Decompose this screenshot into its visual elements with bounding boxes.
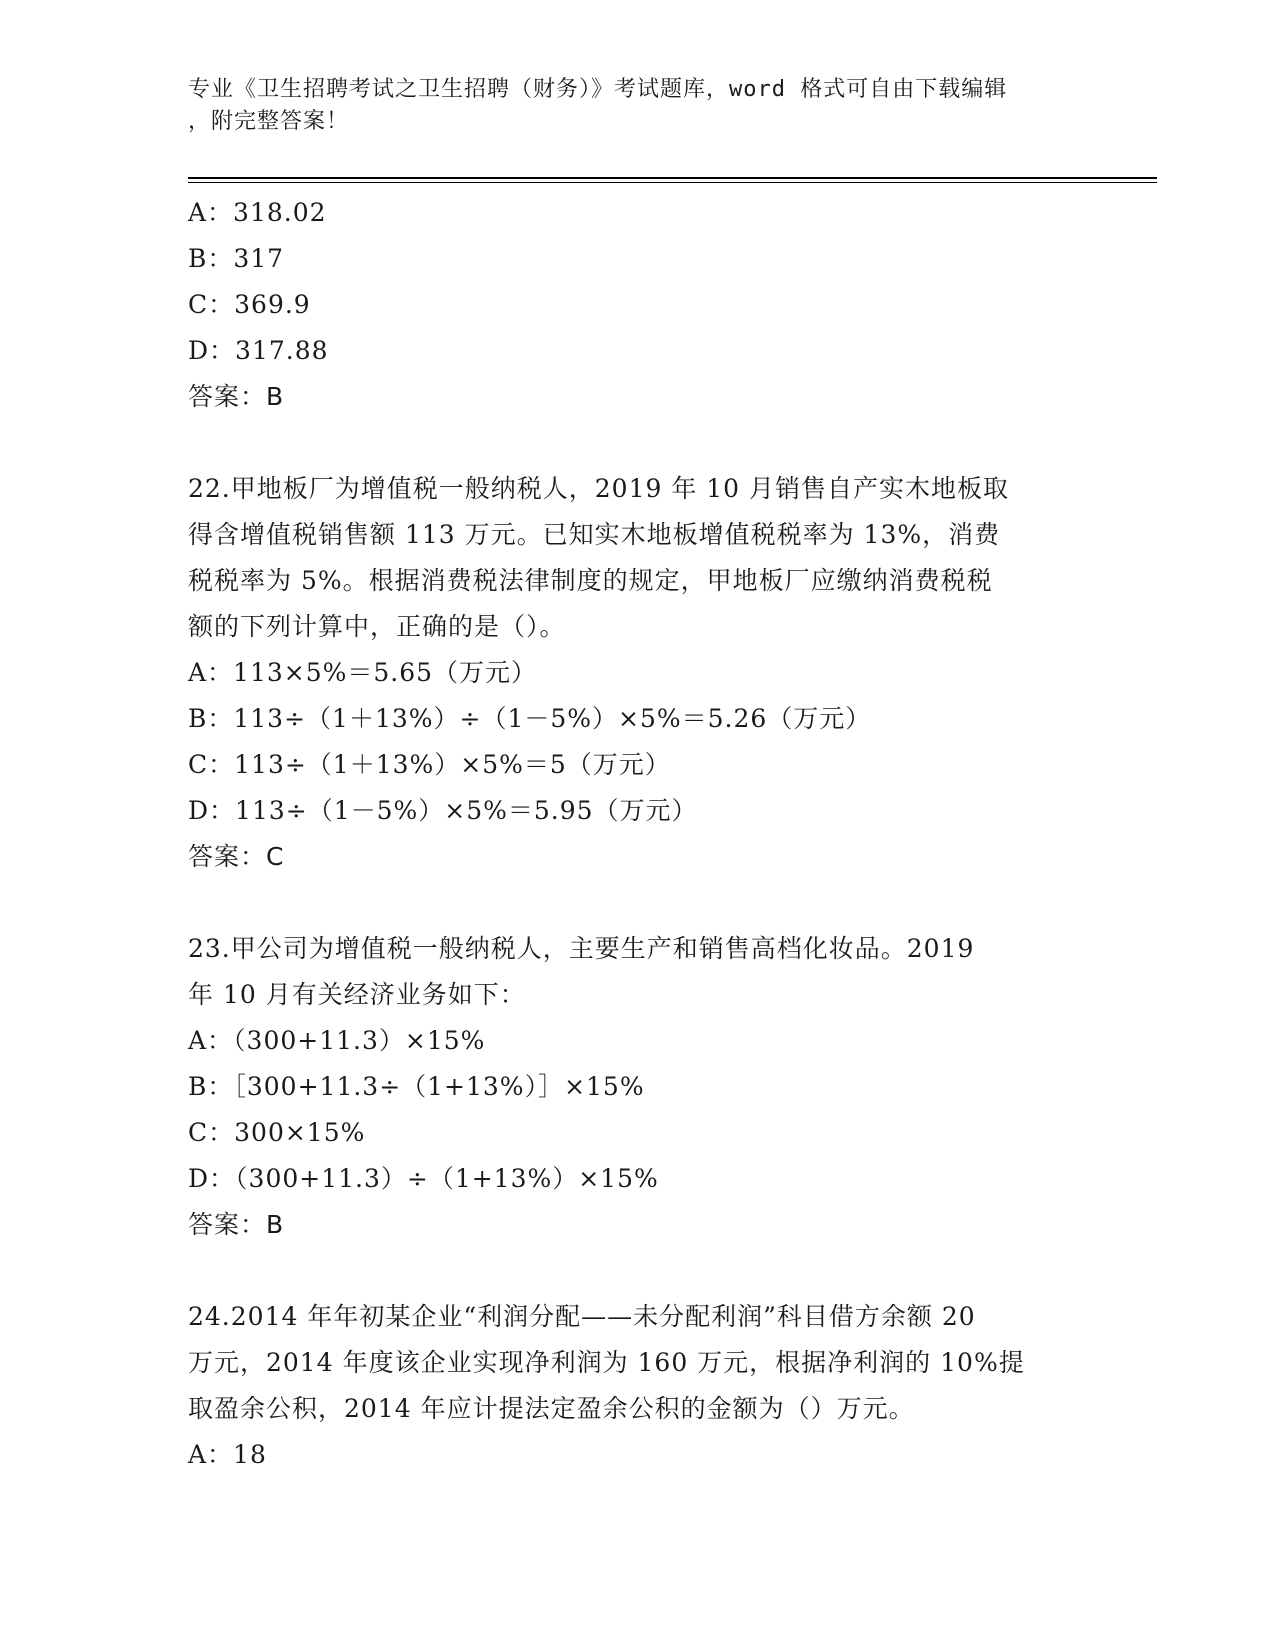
option-c: C：113÷（1＋13%）×5%＝5（万元） — [188, 750, 671, 779]
question-21 — [188, 190, 1088, 420]
question-24 — [188, 1294, 1088, 1478]
option-a: A：（300+11.3）×15% — [188, 1026, 486, 1055]
option-b: B：［300+11.3÷（1+13%）］×15% — [188, 1072, 645, 1101]
spacer — [188, 880, 1088, 926]
option-a: A：113×5%＝5.65（万元） — [188, 658, 538, 687]
question-stem-line: 得含增值税销售额 113 万元。已知实木地板增值税税率为 13%，消费 — [188, 520, 1001, 549]
answer: 答案：C — [188, 842, 285, 871]
option-c: C：369.9 — [188, 290, 311, 319]
question-list — [188, 190, 1088, 1478]
spacer — [188, 1248, 1088, 1294]
question-stem-line: 24.2014 年年初某企业“利润分配——未分配利润”科目借方余额 20 — [188, 1302, 976, 1331]
option-b: B：317 — [188, 244, 285, 273]
question-stem-line: 年 10 月有关经济业务如下： — [188, 980, 526, 1009]
document-header — [188, 74, 1088, 138]
question-22 — [188, 466, 1088, 880]
question-stem-line: 税税率为 5%。根据消费税法律制度的规定，甲地板厂应缴纳消费税税 — [188, 566, 993, 595]
option-d: D：（300+11.3）÷（1+13%）×15% — [188, 1164, 659, 1193]
answer: 答案：B — [188, 1210, 285, 1239]
option-a: A：18 — [188, 1440, 267, 1469]
question-stem-line: 额的下列计算中，正确的是（）。 — [188, 612, 566, 641]
answer: 答案：B — [188, 382, 285, 411]
question-stem-line: 23.甲公司为增值税一般纳税人，主要生产和销售高档化妆品。2019 — [188, 934, 975, 963]
spacer — [188, 420, 1088, 466]
question-stem-line: 万元，2014 年度该企业实现净利润为 160 万元，根据净利润的 10%提 — [188, 1348, 1025, 1377]
question-stem-line: 22.甲地板厂为增值税一般纳税人，2019 年 10 月销售自产实木地板取 — [188, 474, 1010, 503]
option-c: C：300×15% — [188, 1118, 366, 1147]
question-23 — [188, 926, 1088, 1248]
option-d: D：317.88 — [188, 336, 329, 365]
option-d: D：113÷（1－5%）×5%＝5.95（万元） — [188, 796, 698, 825]
option-a: A：318.02 — [188, 198, 327, 227]
question-stem-line: 取盈余公积，2014 年应计提法定盈余公积的金额为（）万元。 — [188, 1394, 915, 1423]
option-b: B：113÷（1＋13%）÷（1－5%）×5%＝5.26（万元） — [188, 704, 872, 733]
header-divider-thin — [188, 182, 1157, 183]
header-line-2: ，附完整答案！ — [188, 109, 350, 134]
header-divider-thick — [188, 177, 1157, 179]
header-line-1: 专业《卫生招聘考试之卫生招聘（财务）》考试题库，word 格式可自由下载编辑 — [188, 77, 1008, 102]
